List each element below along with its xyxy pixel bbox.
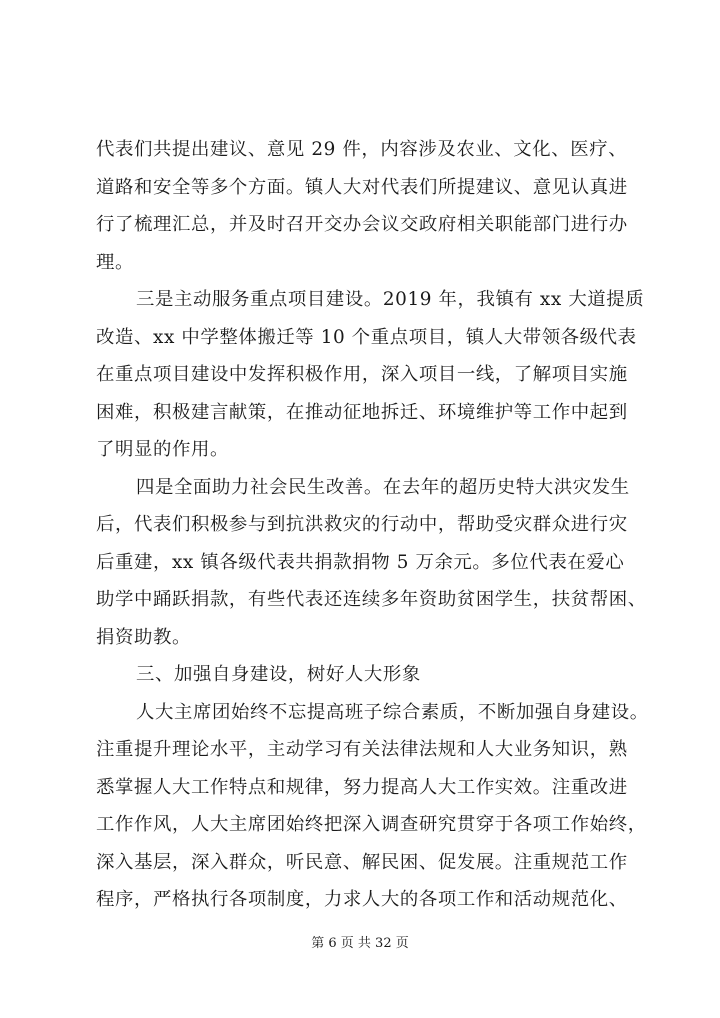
text-line: 助学中踊跃捐款，有些代表还连续多年资助贫困学生，扶贫帮困、 xyxy=(96,589,647,610)
text-line: 理。 xyxy=(96,251,134,273)
text-line: 代表们共提出建议、意见 29 件，内容涉及农业、文化、医疗、 xyxy=(96,139,628,160)
text-line: 工作作风，人大主席团始终把深入调查研究贯穿于各项工作始终， xyxy=(96,814,647,835)
text-line: 程序，严格执行各项制度，力求人大的各项工作和活动规范化、 xyxy=(96,889,628,910)
text-line: 改造、xx 中学整体搬迁等 10 个重点项目，镇人大带领各级代表 xyxy=(96,326,637,348)
text-line: 后重建，xx 镇各级代表共捐款捐物 5 万余元。多位代表在爱心 xyxy=(96,551,625,573)
page-footer xyxy=(0,934,720,954)
paragraph-start-line: 三是主动服务重点项目建设。2019 年，我镇有 xx 大道提质 xyxy=(136,289,645,310)
text-line: 注重提升理论水平，主动学习有关法律法规和人大业务知识，熟 xyxy=(96,739,628,760)
text-line: 行了梳理汇总，并及时召开交办会议交政府相关职能部门进行办 xyxy=(96,214,628,235)
paragraph-start-line: 四是全面助力社会民生改善。在去年的超历史特大洪灾发生 xyxy=(136,476,630,498)
page-number: 第 6 页 共 32 页 xyxy=(311,936,409,951)
body-text xyxy=(96,131,649,919)
section-heading: 三、加强自身建设，树好人大形象 xyxy=(136,664,421,685)
text-line: 悉掌握人大工作特点和规律，努力提高人大工作实效。注重改进 xyxy=(96,776,628,798)
text-line: 后，代表们积极参与到抗洪救灾的行动中，帮助受灾群众进行灾 xyxy=(96,514,628,535)
text-line: 道路和安全等多个方面。镇人大对代表们所提建议、意见认真进 xyxy=(96,176,628,198)
text-line: 捐资助教。 xyxy=(96,626,191,648)
text-line: 了明显的作用。 xyxy=(96,439,229,460)
text-line: 困难，积极建言献策，在推动征地拆迁、环境维护等工作中起到 xyxy=(96,401,628,423)
text-line: 深入基层，深入群众，听民意、解民困、促发展。注重规范工作 xyxy=(96,851,628,873)
text-line: 在重点项目建设中发挥积极作用，深入项目一线，了解项目实施 xyxy=(96,364,628,385)
paragraph-start-line: 人大主席团始终不忘提高班子综合素质，不断加强自身建设。 xyxy=(136,701,649,723)
